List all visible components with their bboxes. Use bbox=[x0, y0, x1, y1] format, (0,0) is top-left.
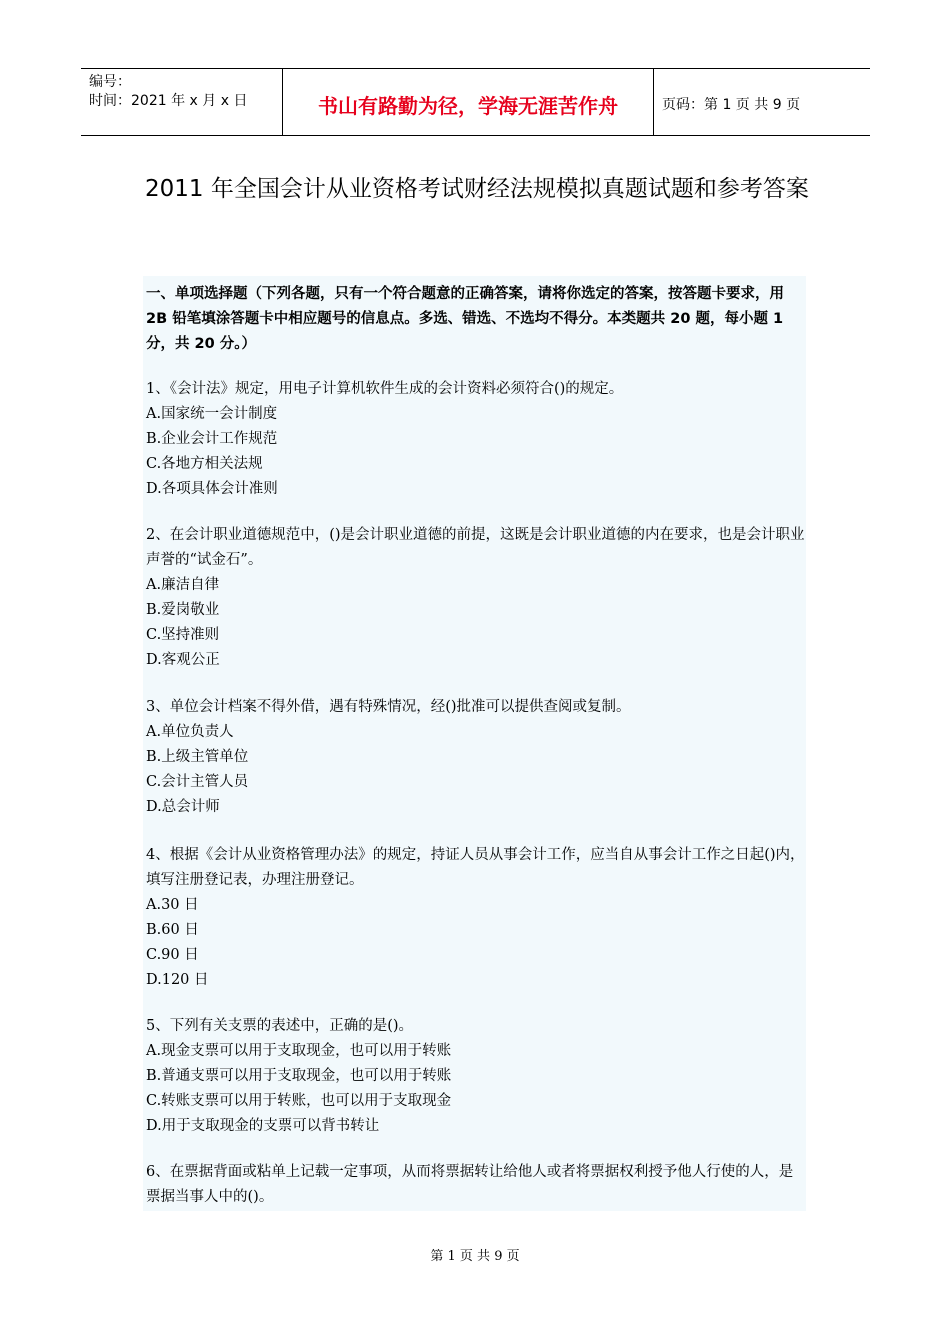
question-stem: 6、在票据背面或粘单上记载一定事项，从而将票据转让给他人或者将票据权利授予他人行使的人，是票据当事人中的()。 bbox=[146, 1164, 794, 1205]
option-c: C.90 日 bbox=[146, 947, 199, 963]
question-1 bbox=[146, 377, 806, 502]
option-c: C.会计主管人员 bbox=[146, 774, 249, 790]
question-6 bbox=[146, 1160, 806, 1210]
number-label: 编号： bbox=[89, 74, 131, 90]
option-a: A.国家统一会计制度 bbox=[146, 406, 278, 422]
question-5 bbox=[146, 1014, 806, 1139]
motto: 书山有路勤为径，学海无涯苦作舟 bbox=[282, 69, 654, 135]
option-b: B.爱岗敬业 bbox=[146, 602, 220, 618]
question-stem: 3、单位会计档案不得外借，遇有特殊情况，经()批准可以提供查阅或复制。 bbox=[146, 699, 631, 715]
question-stem: 2、在会计职业道德规范中，()是会计职业道德的前提，这既是会计职业道德的内在要求，也是会计职业声誉的“试金石”。 bbox=[146, 527, 805, 568]
option-d: D.用于支取现金的支票可以背书转让 bbox=[146, 1118, 380, 1134]
option-b: B.普通支票可以用于支取现金，也可以用于转账 bbox=[146, 1068, 452, 1084]
option-b: B.60 日 bbox=[146, 922, 199, 938]
question-stem: 1、《会计法》规定，用电子计算机软件生成的会计资料必须符合()的规定。 bbox=[146, 381, 624, 397]
section-heading: 一、单项选择题（下列各题，只有一个符合题意的正确答案，请将你选定的答案，按答题卡要求，用 2B 铅笔填涂答题卡中相应题号的信息点。多选、错选、不选均不得分。本类题共 20 题，每小题 1 分，共 20 分。） bbox=[146, 286, 784, 352]
option-a: A.30 日 bbox=[146, 897, 199, 913]
page-info: 页码：第 1 页 共 9 页 bbox=[662, 97, 801, 113]
option-b: B.上级主管单位 bbox=[146, 749, 249, 765]
option-d: D.各项具体会计准则 bbox=[146, 481, 278, 497]
option-c: C.坚持准则 bbox=[146, 627, 220, 643]
option-b: B.企业会计工作规范 bbox=[146, 431, 278, 447]
question-stem: 5、下列有关支票的表述中，正确的是()。 bbox=[146, 1018, 414, 1034]
header-left-cell bbox=[81, 69, 282, 135]
question-stem: 4、根据《会计从业资格管理办法》的规定，持证人员从事会计工作，应当自从事会计工作之日起()内，填写注册登记表，办理注册登记。 bbox=[146, 847, 805, 888]
question-2 bbox=[146, 523, 806, 673]
option-a: A.单位负责人 bbox=[146, 724, 234, 740]
option-d: D.客观公正 bbox=[146, 652, 220, 668]
question-4 bbox=[146, 843, 806, 993]
question-3 bbox=[146, 695, 806, 820]
option-c: C.转账支票可以用于转账，也可以用于支取现金 bbox=[146, 1093, 452, 1109]
header-table bbox=[81, 68, 870, 136]
option-d: D.总会计师 bbox=[146, 799, 220, 815]
option-a: A.廉洁自律 bbox=[146, 577, 220, 593]
time-label: 时间：2021 年 x 月 x 日 bbox=[89, 93, 248, 109]
document-title: 2011 年全国会计从业资格考试财经法规模拟真题试题和参考答案 bbox=[145, 176, 809, 202]
option-c: C.各地方相关法规 bbox=[146, 456, 263, 472]
option-a: A.现金支票可以用于支取现金，也可以用于转账 bbox=[146, 1043, 452, 1059]
page-footer: 第 1 页 共 9 页 bbox=[430, 1249, 520, 1264]
option-d: D.120 日 bbox=[146, 972, 209, 988]
